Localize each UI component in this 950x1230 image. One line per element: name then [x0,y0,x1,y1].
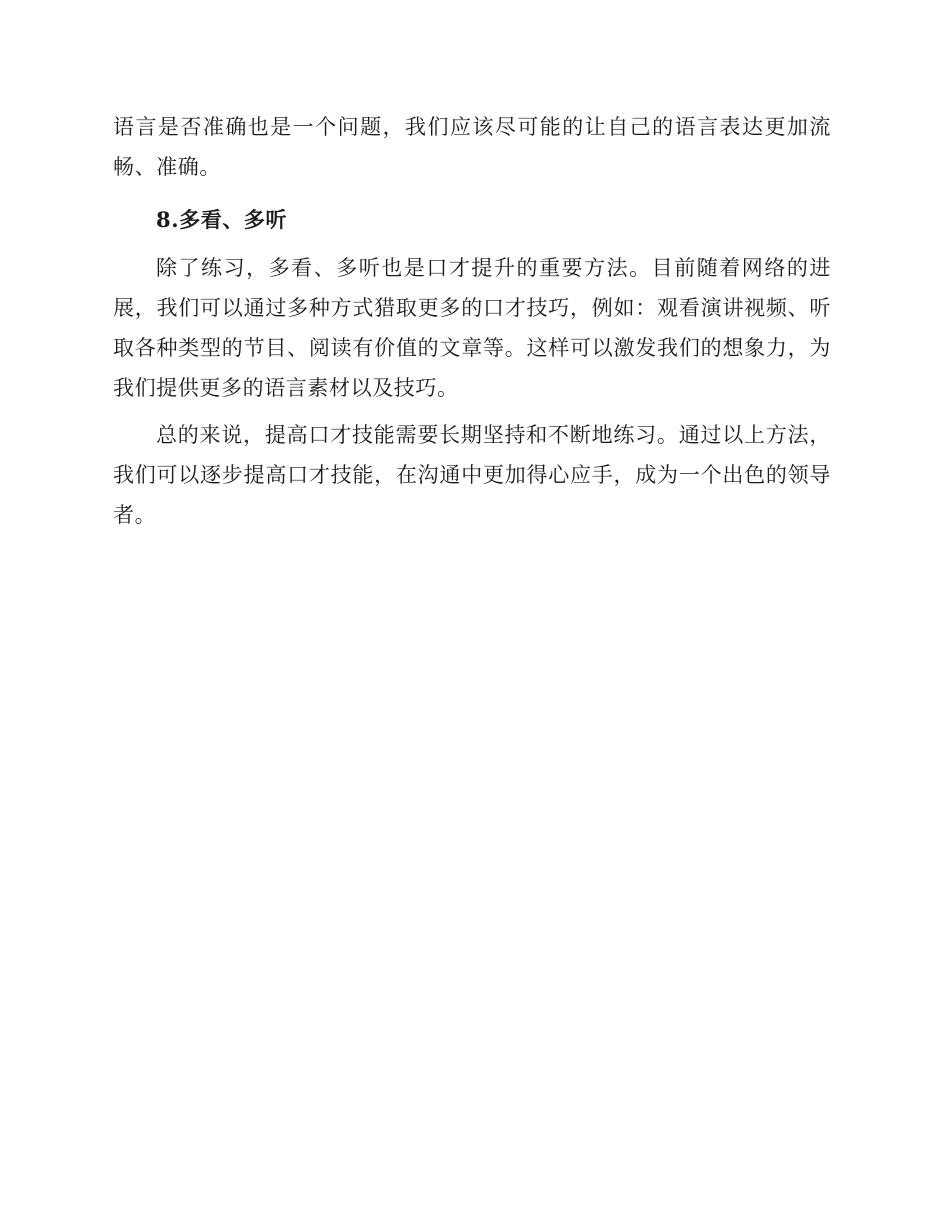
section-heading: 8.多看、多听 [156,207,288,232]
paragraph-body: 除了练习，多看、多听也是口才提升的重要方法。目前随着网络的进展，我们可以通过多种方式猎取更多的口才技巧，例如：观看演讲视频、听取各种类型的节目、阅读有价值的文章等。这样可以激发我们的想象力，为我们提供更多的语言素材以及技巧。 [113,256,831,400]
document-page [113,107,831,535]
paragraph-continued: 语言是否准确也是一个问题，我们应该尽可能的让自己的语言表达更加流畅、准确。 [113,115,831,179]
paragraph-conclusion: 总的来说，提高口才技能需要长期坚持和不断地练习。通过以上方法，我们可以逐步提高口才技能，在沟通中更加得心应手，成为一个出色的领导者。 [113,423,831,527]
